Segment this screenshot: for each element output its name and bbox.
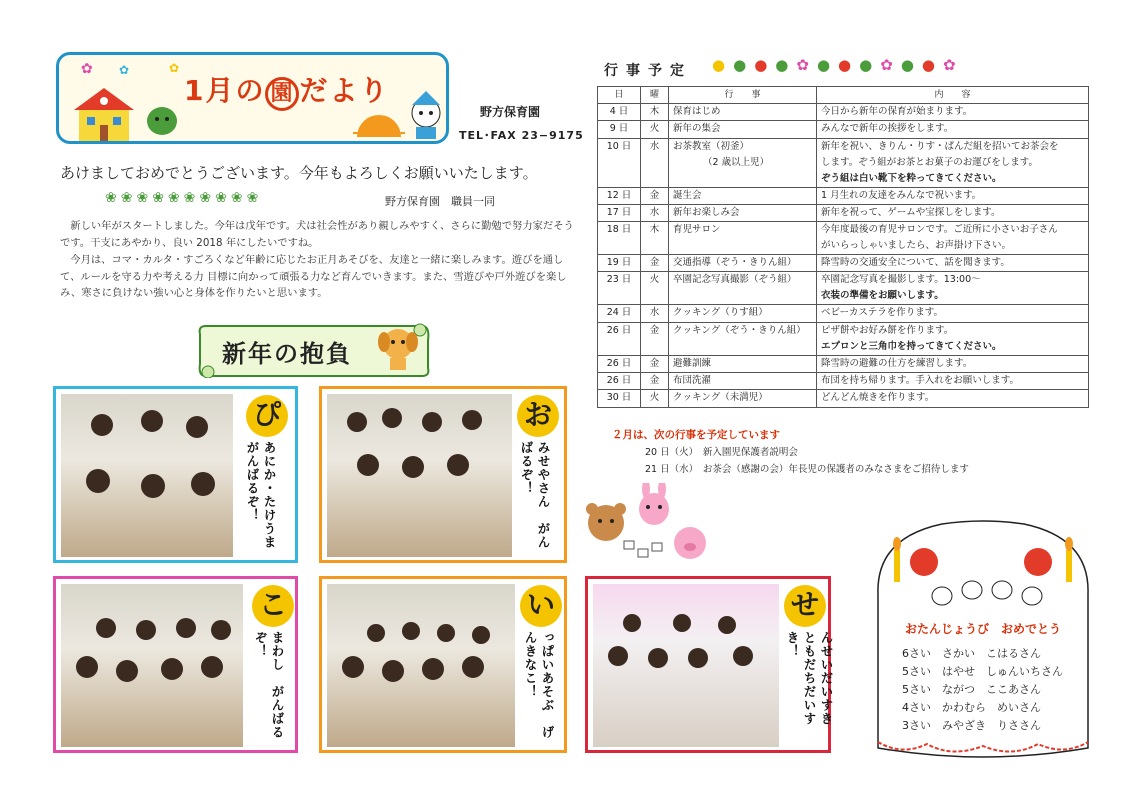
row-content-line: ピザ餅やお好み餅を作ります。 xyxy=(821,324,954,336)
table-row xyxy=(598,222,1089,255)
row-content: 降雪時の避難の仕方を練習します。 xyxy=(817,355,1089,372)
birthday-entry: 5さい はやせ しゅんいちさん xyxy=(902,665,1063,678)
row-day: 26 日 xyxy=(598,373,641,390)
row-weekday: 金 xyxy=(641,187,669,204)
row-day: 18 日 xyxy=(598,222,641,255)
row-weekday: 火 xyxy=(641,390,669,407)
table-row xyxy=(598,255,1089,272)
decorative-characters-icon: ●●●●✿●●●✿●●✿ xyxy=(712,56,964,74)
row-event: クッキング（未満児） xyxy=(669,390,817,407)
row-content-line: 卒園記念写真を撮影します。13:00〜 xyxy=(821,274,981,286)
row-event: クッキング（ぞう・きりん組） xyxy=(669,322,817,355)
class-photo xyxy=(61,394,233,557)
header-day: 日 xyxy=(598,87,641,104)
card-initial: こ xyxy=(252,585,294,627)
flower-icon: ✿ xyxy=(169,61,180,75)
row-weekday: 水 xyxy=(641,305,669,322)
row-weekday: 金 xyxy=(641,373,669,390)
birthday-entry: 6さい さかい こはるさん xyxy=(902,647,1041,660)
kindergarten-building-icon xyxy=(69,85,139,144)
row-weekday: 金 xyxy=(641,255,669,272)
row-weekday: 木 xyxy=(641,222,669,255)
class-photo xyxy=(327,584,515,747)
row-content: 今日から新年の保育が始まります。 xyxy=(817,104,1089,121)
paragraph-intro: 新しい年がスタートしました。今年は戊年です。犬は社会性があり親しみやすく、さらに勤勉で努力家だそうです。干支にあやかり、良い 2018 年にしたいですね。 xyxy=(60,220,574,249)
row-content-line: がいらっしゃいましたら、お声掛け下さい。 xyxy=(821,240,1012,252)
row-day: 19 日 xyxy=(598,255,641,272)
table-row xyxy=(598,104,1089,121)
row-content-note: ぞう組は白い靴下を粋ってきてください。 xyxy=(821,172,1002,184)
birthday-entry: 3さい みやざき りささん xyxy=(902,719,1041,732)
row-content-note: エプロンと三角巾を持ってきてください。 xyxy=(821,340,1002,352)
class-photo xyxy=(593,584,779,747)
row-event: 卒園記念写真撮影（ぞう組） xyxy=(669,272,817,305)
row-day: 10 日 xyxy=(598,138,641,187)
card-caption: みせやさん がんばるぞ！ xyxy=(519,441,551,549)
row-event-line: お茶教室（初釜） xyxy=(673,140,750,152)
decorative-sprouts-icon: ❀❀❀❀❀❀❀❀❀❀ xyxy=(105,190,263,206)
child-character-icon xyxy=(404,89,448,141)
row-event: 育児サロン xyxy=(669,222,817,255)
row-event: 誕生会 xyxy=(669,187,817,204)
row-content xyxy=(817,138,1089,187)
row-event: 交通指導（ぞう・きりん組） xyxy=(669,255,817,272)
row-event-note: （2 歳以上児） xyxy=(703,156,770,168)
flower-icon: ✿ xyxy=(119,63,130,77)
photo-card-pi xyxy=(53,386,298,563)
banner-title-kanji: 園 xyxy=(265,77,299,111)
row-content xyxy=(817,272,1089,305)
row-weekday: 水 xyxy=(641,138,669,187)
row-content: 降雪時の交通安全について、話を聞きます。 xyxy=(817,255,1089,272)
row-content: ベビーカステラを作ります。 xyxy=(817,305,1089,322)
row-content-line: します。ぞう組がお茶とお菓子のお運びをします。 xyxy=(821,156,1038,168)
table-row xyxy=(598,204,1089,221)
card-caption: あにか・たけうま がんばるぞ！ xyxy=(245,441,277,563)
row-event: 保育はじめ xyxy=(669,104,817,121)
photo-card-se xyxy=(585,576,834,753)
tel-fax: TEL･FAX 23−9175 xyxy=(459,129,584,142)
schedule-table xyxy=(597,86,1089,408)
row-day: 17 日 xyxy=(598,204,641,221)
new-year-resolution-scroll xyxy=(196,320,432,378)
card-initial: ぴ xyxy=(246,395,288,437)
row-day: 30 日 xyxy=(598,390,641,407)
row-event: 新年お楽しみ会 xyxy=(669,204,817,221)
table-row xyxy=(598,322,1089,355)
row-content: みんなで新年の挨拶をします。 xyxy=(817,121,1089,138)
birthday-cake-card xyxy=(872,520,1094,768)
table-row xyxy=(598,355,1089,372)
row-day: 26 日 xyxy=(598,355,641,372)
class-photo xyxy=(327,394,512,557)
row-event: 避難訓練 xyxy=(669,355,817,372)
schedule-title: 行事予定 xyxy=(604,63,692,79)
row-day: 23 日 xyxy=(598,272,641,305)
row-day: 24 日 xyxy=(598,305,641,322)
table-row xyxy=(598,138,1089,187)
table-row xyxy=(598,373,1089,390)
scroll-label: 新年の抱負 xyxy=(222,339,352,368)
flower-icon: ✿ xyxy=(81,61,93,77)
row-content-line: 今年度最後の育児サロンです。ご近所に小さいお子さん xyxy=(821,224,1058,236)
row-day: 9 日 xyxy=(598,121,641,138)
table-row xyxy=(598,187,1089,204)
birthday-entry: 4さい かわむら めいさん xyxy=(902,701,1041,714)
card-caption: っぱいあそぶ げんきなこ！ xyxy=(523,631,555,739)
row-content xyxy=(817,222,1089,255)
card-initial: い xyxy=(520,585,562,627)
row-day: 12 日 xyxy=(598,187,641,204)
table-row xyxy=(598,390,1089,407)
row-event: 布団洗濯 xyxy=(669,373,817,390)
row-content: どんどん焼きを作ります。 xyxy=(817,390,1089,407)
row-weekday: 金 xyxy=(641,322,669,355)
staff-signature: 野方保育園 職員一同 xyxy=(385,195,495,208)
card-caption: まわし がんばるぞ！ xyxy=(253,631,285,739)
birthday-title: おたんじょうび おめでとう xyxy=(904,622,1061,636)
february-item: 21 日（水） お茶会（感謝の会）年長児の保護者のみなさまをご招待します xyxy=(645,464,969,475)
row-content xyxy=(817,322,1089,355)
school-name: 野方保育園 xyxy=(480,105,541,119)
greeting: あけましておめでとうございます。今年もよろしくお願いいたします。 xyxy=(60,164,538,182)
banner-title-rest: だより xyxy=(299,74,390,107)
photo-card-o xyxy=(319,386,567,563)
february-heading: ２月は、次の行事を予定しています xyxy=(612,429,780,441)
banner-title-month: 1月の xyxy=(184,74,266,107)
row-weekday: 水 xyxy=(641,204,669,221)
header-weekday: 曜 xyxy=(641,87,669,104)
card-initial: お xyxy=(517,395,559,437)
table-row xyxy=(598,272,1089,305)
february-item: 20 日（火） 新入園児保護者説明会 xyxy=(645,447,798,458)
class-photo xyxy=(61,584,243,747)
row-content: 布団を持ち帰ります。手入れをお願いします。 xyxy=(817,373,1089,390)
row-weekday: 火 xyxy=(641,272,669,305)
row-day: 26 日 xyxy=(598,322,641,355)
row-content: 新年を祝って、ゲームや宝探しをします。 xyxy=(817,204,1089,221)
card-caption: んせいだいすき ともだちだいすき！ xyxy=(785,631,834,739)
header-content: 内 容 xyxy=(817,87,1089,104)
card-initial: せ xyxy=(784,585,826,627)
photo-card-ko xyxy=(53,576,298,753)
sunrise-icon xyxy=(349,103,409,139)
header-event: 行 事 xyxy=(669,87,817,104)
animal-friends-illustration-icon xyxy=(580,483,720,578)
puppy-character-icon xyxy=(376,324,420,374)
newsletter-banner xyxy=(56,52,449,144)
row-weekday: 金 xyxy=(641,355,669,372)
row-event: 新年の集会 xyxy=(669,121,817,138)
row-event xyxy=(669,138,817,187)
row-event: クッキング（りす組） xyxy=(669,305,817,322)
row-weekday: 火 xyxy=(641,121,669,138)
birthday-entry: 5さい ながつ ここあさん xyxy=(902,683,1041,696)
photo-card-i xyxy=(319,576,567,753)
row-content: 1 月生れの友達をみんなで祝います。 xyxy=(817,187,1089,204)
table-row xyxy=(598,121,1089,138)
row-weekday: 木 xyxy=(641,104,669,121)
cactus-character-icon xyxy=(144,99,180,139)
table-row xyxy=(598,305,1089,322)
row-content-note: 衣装の準備をお願いします。 xyxy=(821,290,944,302)
paragraph-activities: 今月は、コマ・カルタ・すごろくなど年齢に応じたお正月あそびを、友達と一緒に楽しみます。遊びを通して、ルールを守る力や考える力 目標に向かって頑張る力など育んでいきます。また、雪遊びや戸外遊びを楽しみ、寒さに負けない強い心と身体を作りたいと思います。 xyxy=(60,254,567,299)
table-header-row xyxy=(598,87,1089,104)
row-day: 4 日 xyxy=(598,104,641,121)
row-content-line: 新年を祝い、きりん・りす・ぱんだ組を招いてお茶会を xyxy=(821,140,1059,152)
